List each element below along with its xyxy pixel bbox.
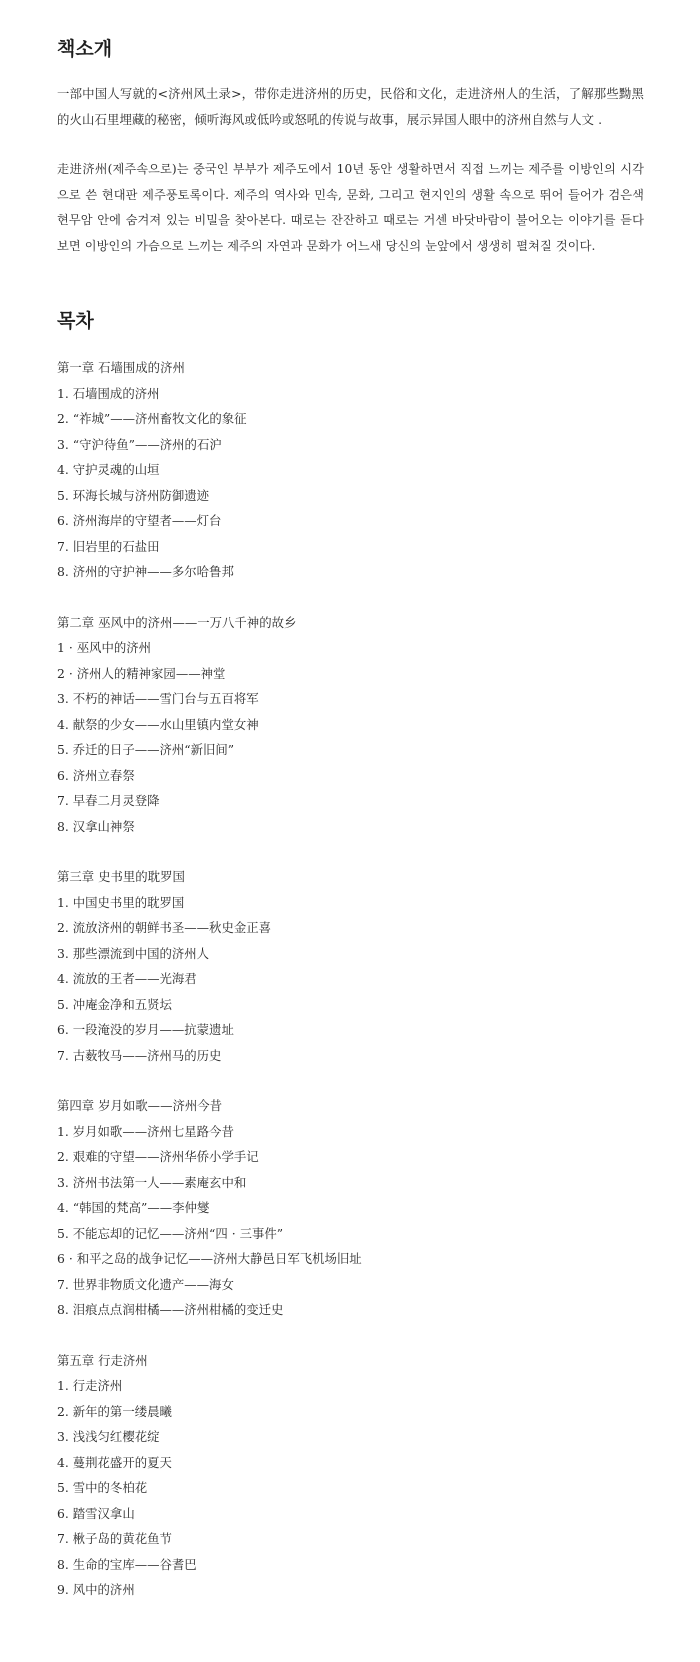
toc-item: 2. 新年的第一缕晨曦 <box>57 1403 172 1419</box>
toc-item: 1. 岁月如歌——济州七星路今昔 <box>57 1123 234 1139</box>
toc-item: 2. “祚城”——济州畜牧文化的象征 <box>57 411 247 426</box>
toc-item: 6. 一段淹没的岁月——抗蒙遗址 <box>57 1022 234 1037</box>
toc-item: 2. 艰难的守望——济州华侨小学手记 <box>57 1149 259 1164</box>
toc-item: 3. 那些漂流到中国的济州人 <box>57 945 210 961</box>
toc-item: 7. 早春二月灵登降 <box>57 793 160 808</box>
toc-item: 5. 冲庵金净和五贤坛 <box>57 996 172 1012</box>
toc-item: 1 · 巫风中的济州 <box>57 640 152 655</box>
intro-heading: 책소개 <box>57 38 113 60</box>
chapter-title: 第一章 石墙围成的济州 <box>57 360 185 375</box>
chapter-title: 第四章 岁月如歌——济州今昔 <box>57 1098 223 1113</box>
toc-item: 2. 流放济州的朝鲜书圣——秋史金正喜 <box>57 920 272 935</box>
toc-item: 8. 济州的守护神——多尔哈鲁邦 <box>57 564 234 579</box>
toc-item: 4. 守护灵魂的山垣 <box>57 462 160 477</box>
toc-item: 5. 不能忘却的记忆——济州“四 · 三事件” <box>57 1225 284 1241</box>
toc-item: 6. 济州立春祭 <box>57 767 135 783</box>
toc-item: 6. 济州海岸的守望者——灯台 <box>57 513 222 528</box>
chapter-title: 第五章 行走济州 <box>57 1352 148 1368</box>
intro-paragraph-chinese: 一部中国人写就的<济州风土录>，带你走进济州的历史，民俗和文化，走进济州人的生活，了解那些黝黑的火山石里埋藏的秘密，倾听海风或低吟或怒吼的传说与故事，展示异国人眼中的济州自然与人文 . <box>57 86 644 127</box>
toc-chapter <box>57 1348 644 1603</box>
toc-item: 4. “韩国的梵高”——李仲燮 <box>57 1200 210 1215</box>
toc-chapter <box>57 1093 644 1323</box>
toc-item: 5. 雪中的冬柏花 <box>57 1480 148 1495</box>
toc-item: 9. 风中的济州 <box>57 1582 135 1597</box>
toc-item: 8. 生命的宝库——谷耆巴 <box>57 1556 197 1572</box>
toc-item: 1. 石墙围成的济州 <box>57 385 160 401</box>
toc-item: 6. 踏雪汉拿山 <box>57 1505 135 1521</box>
toc-item: 3. 济州书法第一人——素庵玄中和 <box>57 1174 247 1190</box>
toc-item: 7. 世界非物质文化遗产——海女 <box>57 1276 234 1292</box>
toc-item: 3. 浅浅匀红樱花绽 <box>57 1429 160 1444</box>
toc-item: 6 · 和平之岛的战争记忆——济州大静邑日军飞机场旧址 <box>57 1251 362 1266</box>
toc-item: 8. 汉拿山神祭 <box>57 818 135 834</box>
table-of-contents <box>57 355 644 1603</box>
toc-item: 8. 泪痕点点润柑橘——济州柑橘的变迁史 <box>57 1302 284 1317</box>
toc-chapter <box>57 355 644 585</box>
toc-item: 5. 乔迁的日子——济州“新旧间” <box>57 742 235 757</box>
toc-item: 1. 中国史书里的耽罗国 <box>57 894 185 910</box>
toc-item: 3. “守沪待鱼”——济州的石沪 <box>57 436 222 452</box>
chapter-title: 第二章 巫风中的济州——一万八千神的故乡 <box>57 614 297 630</box>
toc-heading: 목차 <box>57 310 94 332</box>
toc-chapter <box>57 864 644 1068</box>
chapter-title: 第三章 史书里的耽罗国 <box>57 869 185 884</box>
toc-item: 1. 行走济州 <box>57 1378 123 1393</box>
toc-item: 2 · 济州人的精神家园——神堂 <box>57 665 226 681</box>
toc-item: 4. 献祭的少女——水山里镇内堂女神 <box>57 716 259 732</box>
toc-item: 4. 蔓荆花盛开的夏天 <box>57 1454 172 1470</box>
toc-item: 7. 旧岩里的石盐田 <box>57 538 160 554</box>
toc-item: 7. 古薮牧马——济州马的历史 <box>57 1047 222 1063</box>
toc-item: 5. 环海长城与济州防御遗迹 <box>57 487 210 503</box>
toc-item: 4. 流放的王者——光海君 <box>57 971 197 986</box>
toc-item: 3. 不朽的神话——雪门台与五百将军 <box>57 691 259 706</box>
toc-item: 7. 楸子岛的黄花鱼节 <box>57 1531 172 1546</box>
toc-chapter <box>57 610 644 840</box>
intro-paragraph-korean: 走进济州(제주속으로)는 중국인 부부가 제주도에서 10년 동안 생활하면서 직접 느끼는 제주를 이방인의 시각으로 쓴 현대판 제주풍토록이다. 제주의 역사와 민속, 문화, 그리고 현지인의 생활 속으로 뛰어 들어가 검은색 현무암 안에 숨겨져 있는 비밀을 찾아본다. 때로는 잔잔하고 때로는 거센 바닷바람이 불어오는 이야기를 듣다 보면 이방인의 가슴으로 느끼는 제주의 자연과 문화가 어느새 당신의 눈앞에서 생생히 펼쳐질 것이다. <box>57 162 644 253</box>
